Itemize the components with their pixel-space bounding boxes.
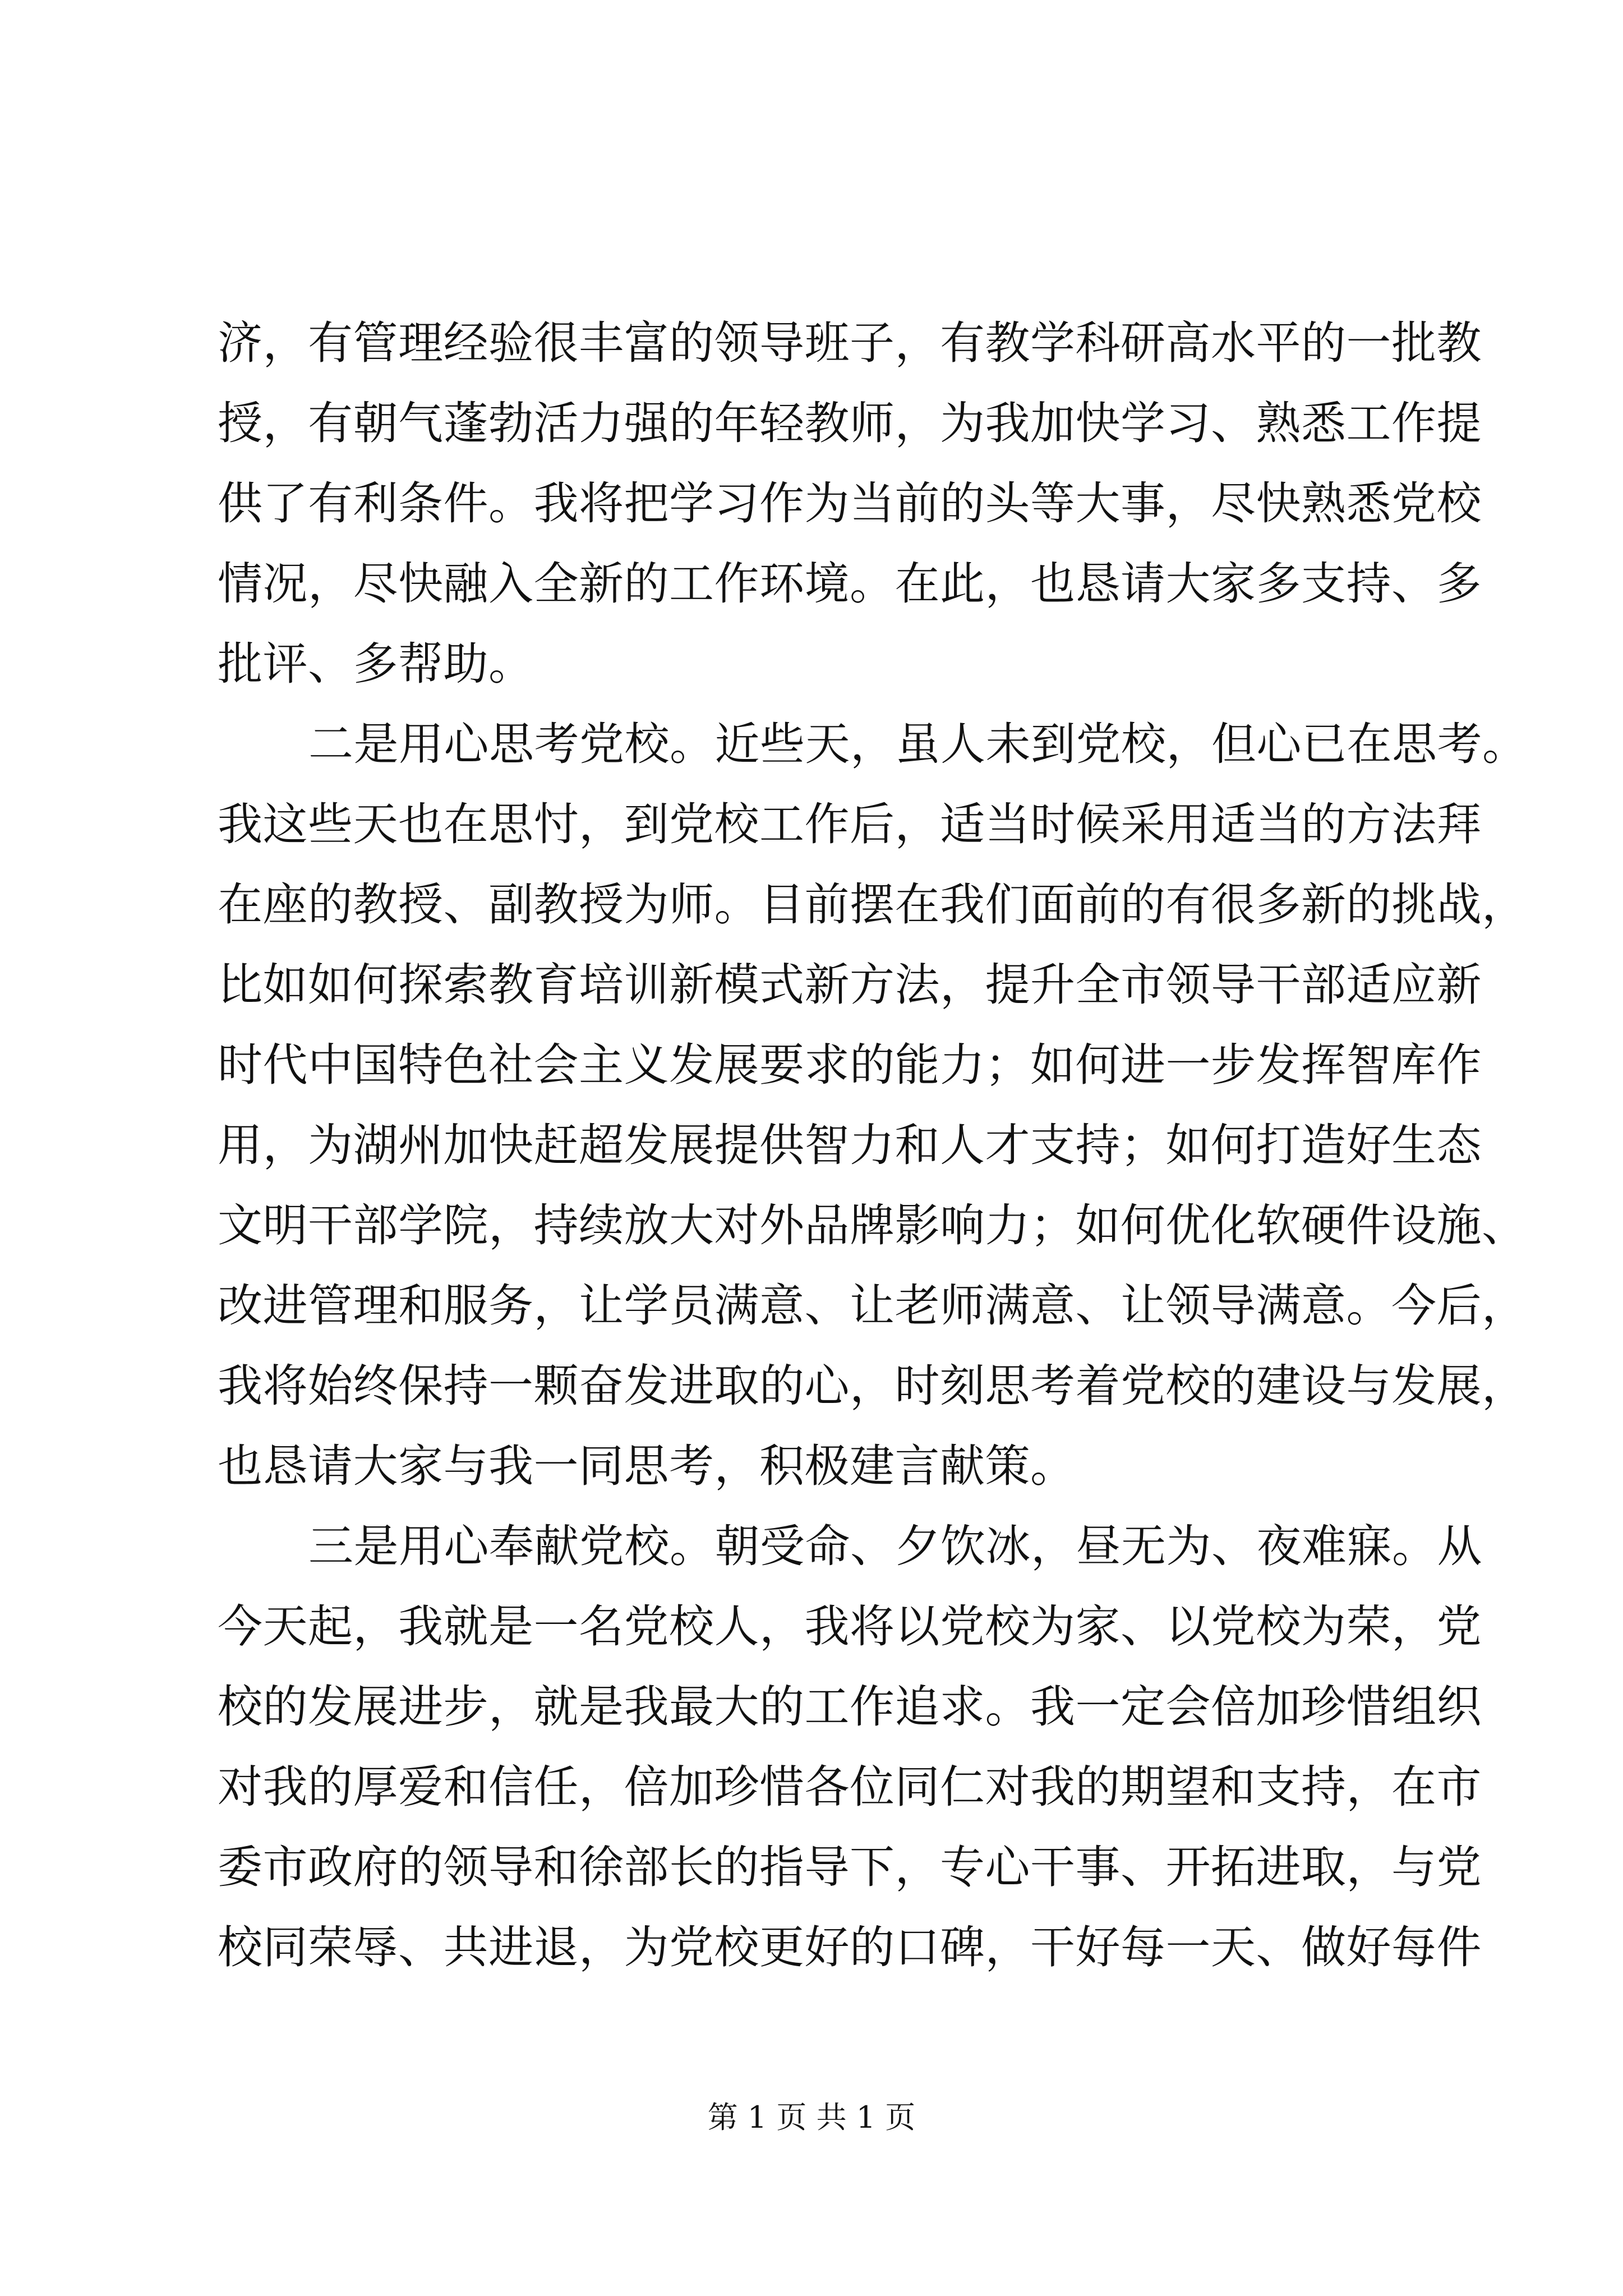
text-line: 今天起，我就是一名党校人，我将以党校为家、以党校为荣，党: [218, 1600, 1482, 1653]
text-line: 在座的教授、副教授为师。目前摆在我们面前的有很多新的挑战，: [218, 878, 1527, 931]
text-line: 对我的厚爱和信任，倍加珍惜各位同仁对我的期望和支持，在市: [218, 1761, 1482, 1813]
text-line: 济，有管理经验很丰富的领导班子，有教学科研高水平的一批教: [218, 317, 1482, 369]
text-line: 文明干部学院，持续放大对外品牌影响力；如何优化软硬件设施、: [218, 1199, 1527, 1251]
document-body: [218, 303, 1528, 1987]
text-line: 供了有利条件。我将把学习作为当前的头等大事，尽快熟悉党校: [218, 477, 1482, 530]
text-line: 我将始终保持一颗奋发进取的心，时刻思考着党校的建设与发展，: [218, 1360, 1527, 1412]
text-line: 改进管理和服务，让学员满意、让老师满意、让领导满意。今后，: [218, 1280, 1527, 1332]
text-line: 授，有朝气蓬勃活力强的年轻教师，为我加快学习、熟悉工作提: [218, 397, 1482, 449]
text-line: 比如如何探索教育培训新模式新方法，提升全市领导干部适应新: [218, 959, 1482, 1011]
text-line: 批评、多帮助。: [218, 638, 534, 690]
page-footer: 第 1 页 共 1 页: [707, 2100, 916, 2135]
text-line: 委市政府的领导和徐部长的指导下，专心干事、开拓进取，与党: [218, 1841, 1482, 1893]
text-line: 校的发展进步，就是我最大的工作追求。我一定会倍加珍惜组织: [218, 1681, 1482, 1733]
text-line: 时代中国特色社会主义发展要求的能力；如何进一步发挥智库作: [218, 1039, 1482, 1091]
text-line: 也恳请大家与我一同思考，积极建言献策。: [218, 1440, 1076, 1492]
paragraph-first-line: 三是用心奉献党校。朝受命、夕饮冰，昼无为、夜难寐。从: [308, 1520, 1482, 1572]
paragraph-first-line: 二是用心思考党校。近些天，虽人未到党校，但心已在思考。: [308, 718, 1528, 770]
text-line: 用，为湖州加快赶超发展提供智力和人才支持；如何打造好生态: [218, 1119, 1482, 1171]
text-line: 情况，尽快融入全新的工作环境。在此，也恳请大家多支持、多: [218, 558, 1482, 610]
text-line: 校同荣辱、共进退，为党校更好的口碑，干好每一天、做好每件: [218, 1921, 1482, 1973]
text-line: 我这些天也在思忖，到党校工作后，适当时候采用适当的方法拜: [218, 798, 1482, 850]
